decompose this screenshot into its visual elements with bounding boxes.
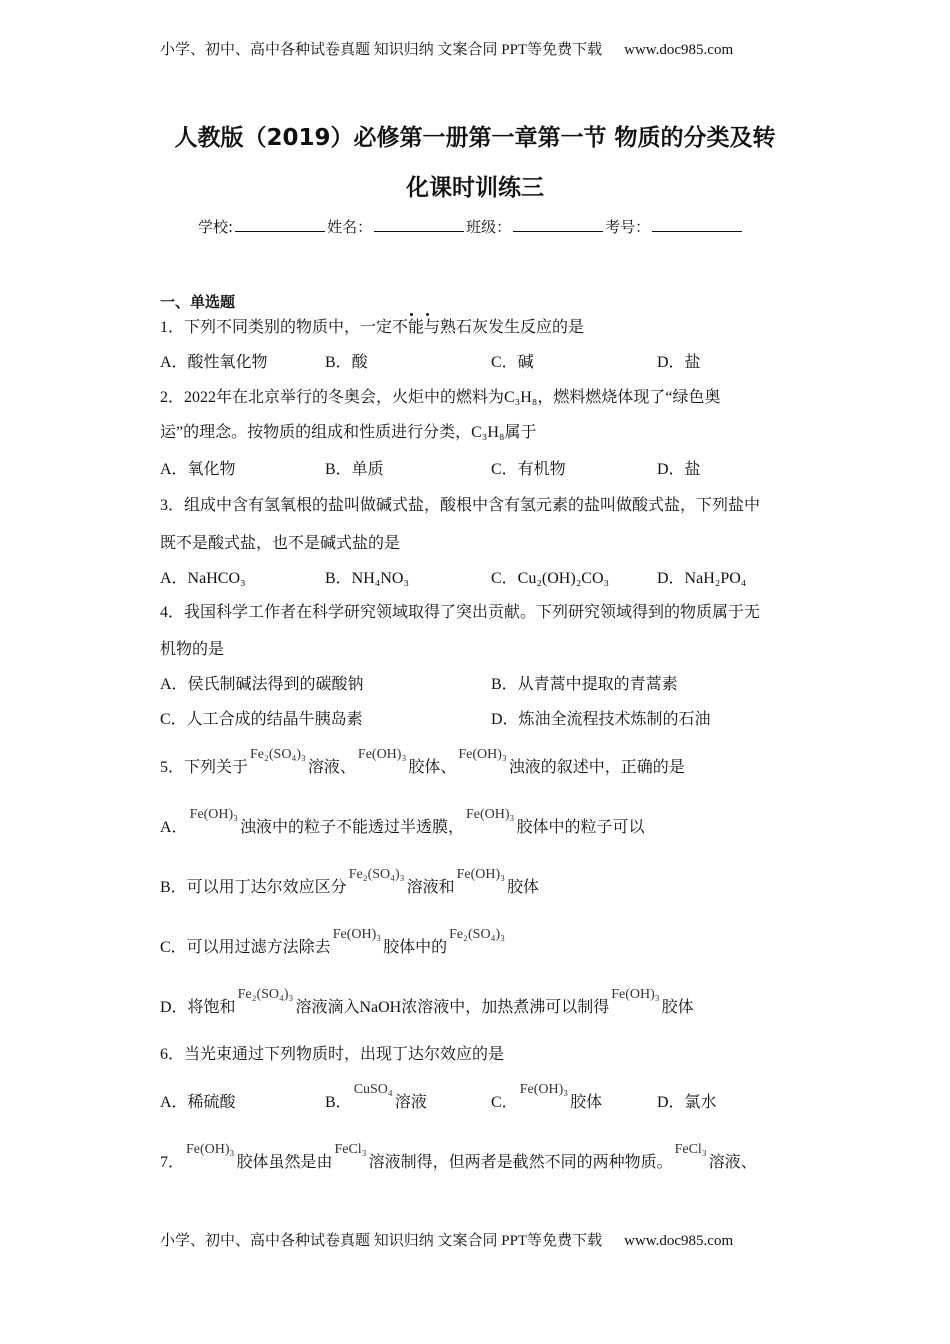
text: C． [491,1094,518,1111]
text: B． [325,1094,352,1111]
question-stem [160,747,685,779]
formula: CuSO₄ [353,1082,393,1097]
question-stem [160,1142,757,1174]
formula: FeCl₃ [674,1142,707,1157]
option-a: A．NaHCO₃ [160,570,246,587]
option-c: C．有机物 [491,461,566,478]
option-d: D．盐 [657,461,701,478]
class-label: 班级： [466,218,512,236]
name-field[interactable] [374,217,464,232]
text: 7． [160,1154,185,1171]
option-b [325,1082,427,1114]
option-c: C．碱 [491,354,534,371]
formula: FeCl₃ [334,1142,367,1157]
formula: Fe(OH)₃ [456,867,506,882]
text: 溶液、 [708,1154,757,1171]
text: A． [160,819,188,836]
option-c: C．Cu₂(OH)₂CO₃ [491,570,610,587]
text: 胶体、 [408,759,457,776]
formula: Fe₂(SO₄)₃ [250,747,306,762]
option-d: D．氯水 [657,1094,717,1111]
question-stem: 运”的理念。按物质的组成和性质进行分类，C₃H₈属于 [160,424,537,441]
option-c: C．人工合成的结晶牛胰岛素 [160,711,363,728]
option-c [160,927,507,959]
option-d: D．炼油全流程技术炼制的石油 [491,711,711,728]
text: 溶液制得，但两者是截然不同的两种物质。 [368,1154,673,1171]
option-b: B．NH₄NO₃ [325,570,410,587]
text: 胶体 [661,999,694,1016]
formula: Fe(OH)₃ [357,747,407,762]
text: 溶液滴入NaOH浓溶液中，加热煮沸可以制得 [295,999,610,1016]
school-label: 学校: [198,218,234,236]
text: 胶体中的 [383,939,448,956]
formula: Fe(OH)₃ [332,927,382,942]
footer-url: www.doc985.com [624,1233,734,1249]
name-label: 姓名： [327,218,373,236]
option-d [160,987,694,1019]
text: 胶体中的粒子可以 [516,819,645,836]
formula: Fe(OH)₃ [466,807,515,822]
option-a [160,807,645,839]
footer-text: 小学、初中、高中各种试卷真题 知识归纳 文案合同 PPT等免费下载 [160,1233,603,1249]
text: 溶液和 [406,879,455,896]
option-d: D．盐 [657,354,701,371]
student-info [198,217,744,237]
doc-title-line2: 化课时训练三 [406,175,544,201]
option-a: A．酸性氧化物 [160,354,268,371]
formula: Fe(OH)₃ [519,1082,569,1097]
section-heading: 一、单选题 [160,293,236,311]
header-url: www.doc985.com [624,42,734,58]
formula: Fe₂(SO₄)₃ [449,927,506,942]
text: 浊液的叙述中，正确的是 [508,759,685,776]
text: 胶体虽然是由 [236,1154,333,1171]
doc-title-line1: 人教版（2019）必修第一册第一章第一节 物质的分类及转 [174,125,776,151]
option-a: A．稀硫酸 [160,1094,236,1111]
option-a: A．侯氏制碱法得到的碳酸钠 [160,676,364,693]
option-b [160,867,540,899]
text: 浊液中的粒子不能透过半透膜， [240,819,465,836]
formula: Fe(OH)₃ [186,1142,235,1157]
option-b: B．从青蒿中提取的青蒿素 [491,676,678,693]
number-field[interactable] [652,217,742,232]
formula: Fe(OH)₃ [189,807,238,822]
option-b: B．酸 [325,354,368,371]
school-field[interactable] [235,217,325,232]
option-b: B．单质 [325,461,384,478]
text: 5．下列关于 [160,759,249,776]
question-stem: 4．我国科学工作者在科学研究领域取得了突出贡献。下列研究领域得到的物质属于无 [160,604,761,621]
text: C．可以用过滤方法除去 [160,939,331,956]
class-field[interactable] [513,217,603,232]
question-stem: 2．2022年在北京举行的冬奥会，火炬中的燃料为C₃H₈，燃料燃烧体现了“绿色奥 [160,389,721,406]
text: B．可以用丁达尔效应区分 [160,879,347,896]
formula: Fe(OH)₃ [458,747,507,762]
formula: Fe₂(SO₄)₃ [348,867,405,882]
text: 溶液 [394,1094,427,1111]
text: D．将饱和 [160,999,236,1016]
option-a: A．氧化物 [160,461,236,478]
option-c [491,1082,603,1114]
emphasis-dot [410,313,413,316]
number-label: 考号： [605,218,651,236]
question-stem: 既不是酸式盐，也不是碱式盐的是 [160,535,401,552]
question-stem: 机物的是 [160,641,225,658]
text: 胶体 [570,1094,603,1111]
text: 溶液、 [307,759,356,776]
emphasis-dot [426,313,429,316]
header-text: 小学、初中、高中各种试卷真题 知识归纳 文案合同 PPT等免费下载 [160,42,603,58]
question-stem: 6．当光束通过下列物质时，出现丁达尔效应的是 [160,1046,505,1063]
formula: Fe(OH)₃ [611,987,660,1002]
page-footer [160,1231,733,1251]
page-header [160,40,733,60]
option-d: D．NaH₂PO₄ [657,570,747,587]
text: 胶体 [507,879,540,896]
formula: Fe₂(SO₄)₃ [237,987,294,1002]
question-stem: 1．下列不同类别的物质中，一定不能与熟石灰发生反应的是 [160,319,585,336]
question-stem: 3．组成中含有氢氧根的盐叫做碱式盐，酸根中含有氢元素的盐叫做酸式盐，下列盐中 [160,497,761,514]
